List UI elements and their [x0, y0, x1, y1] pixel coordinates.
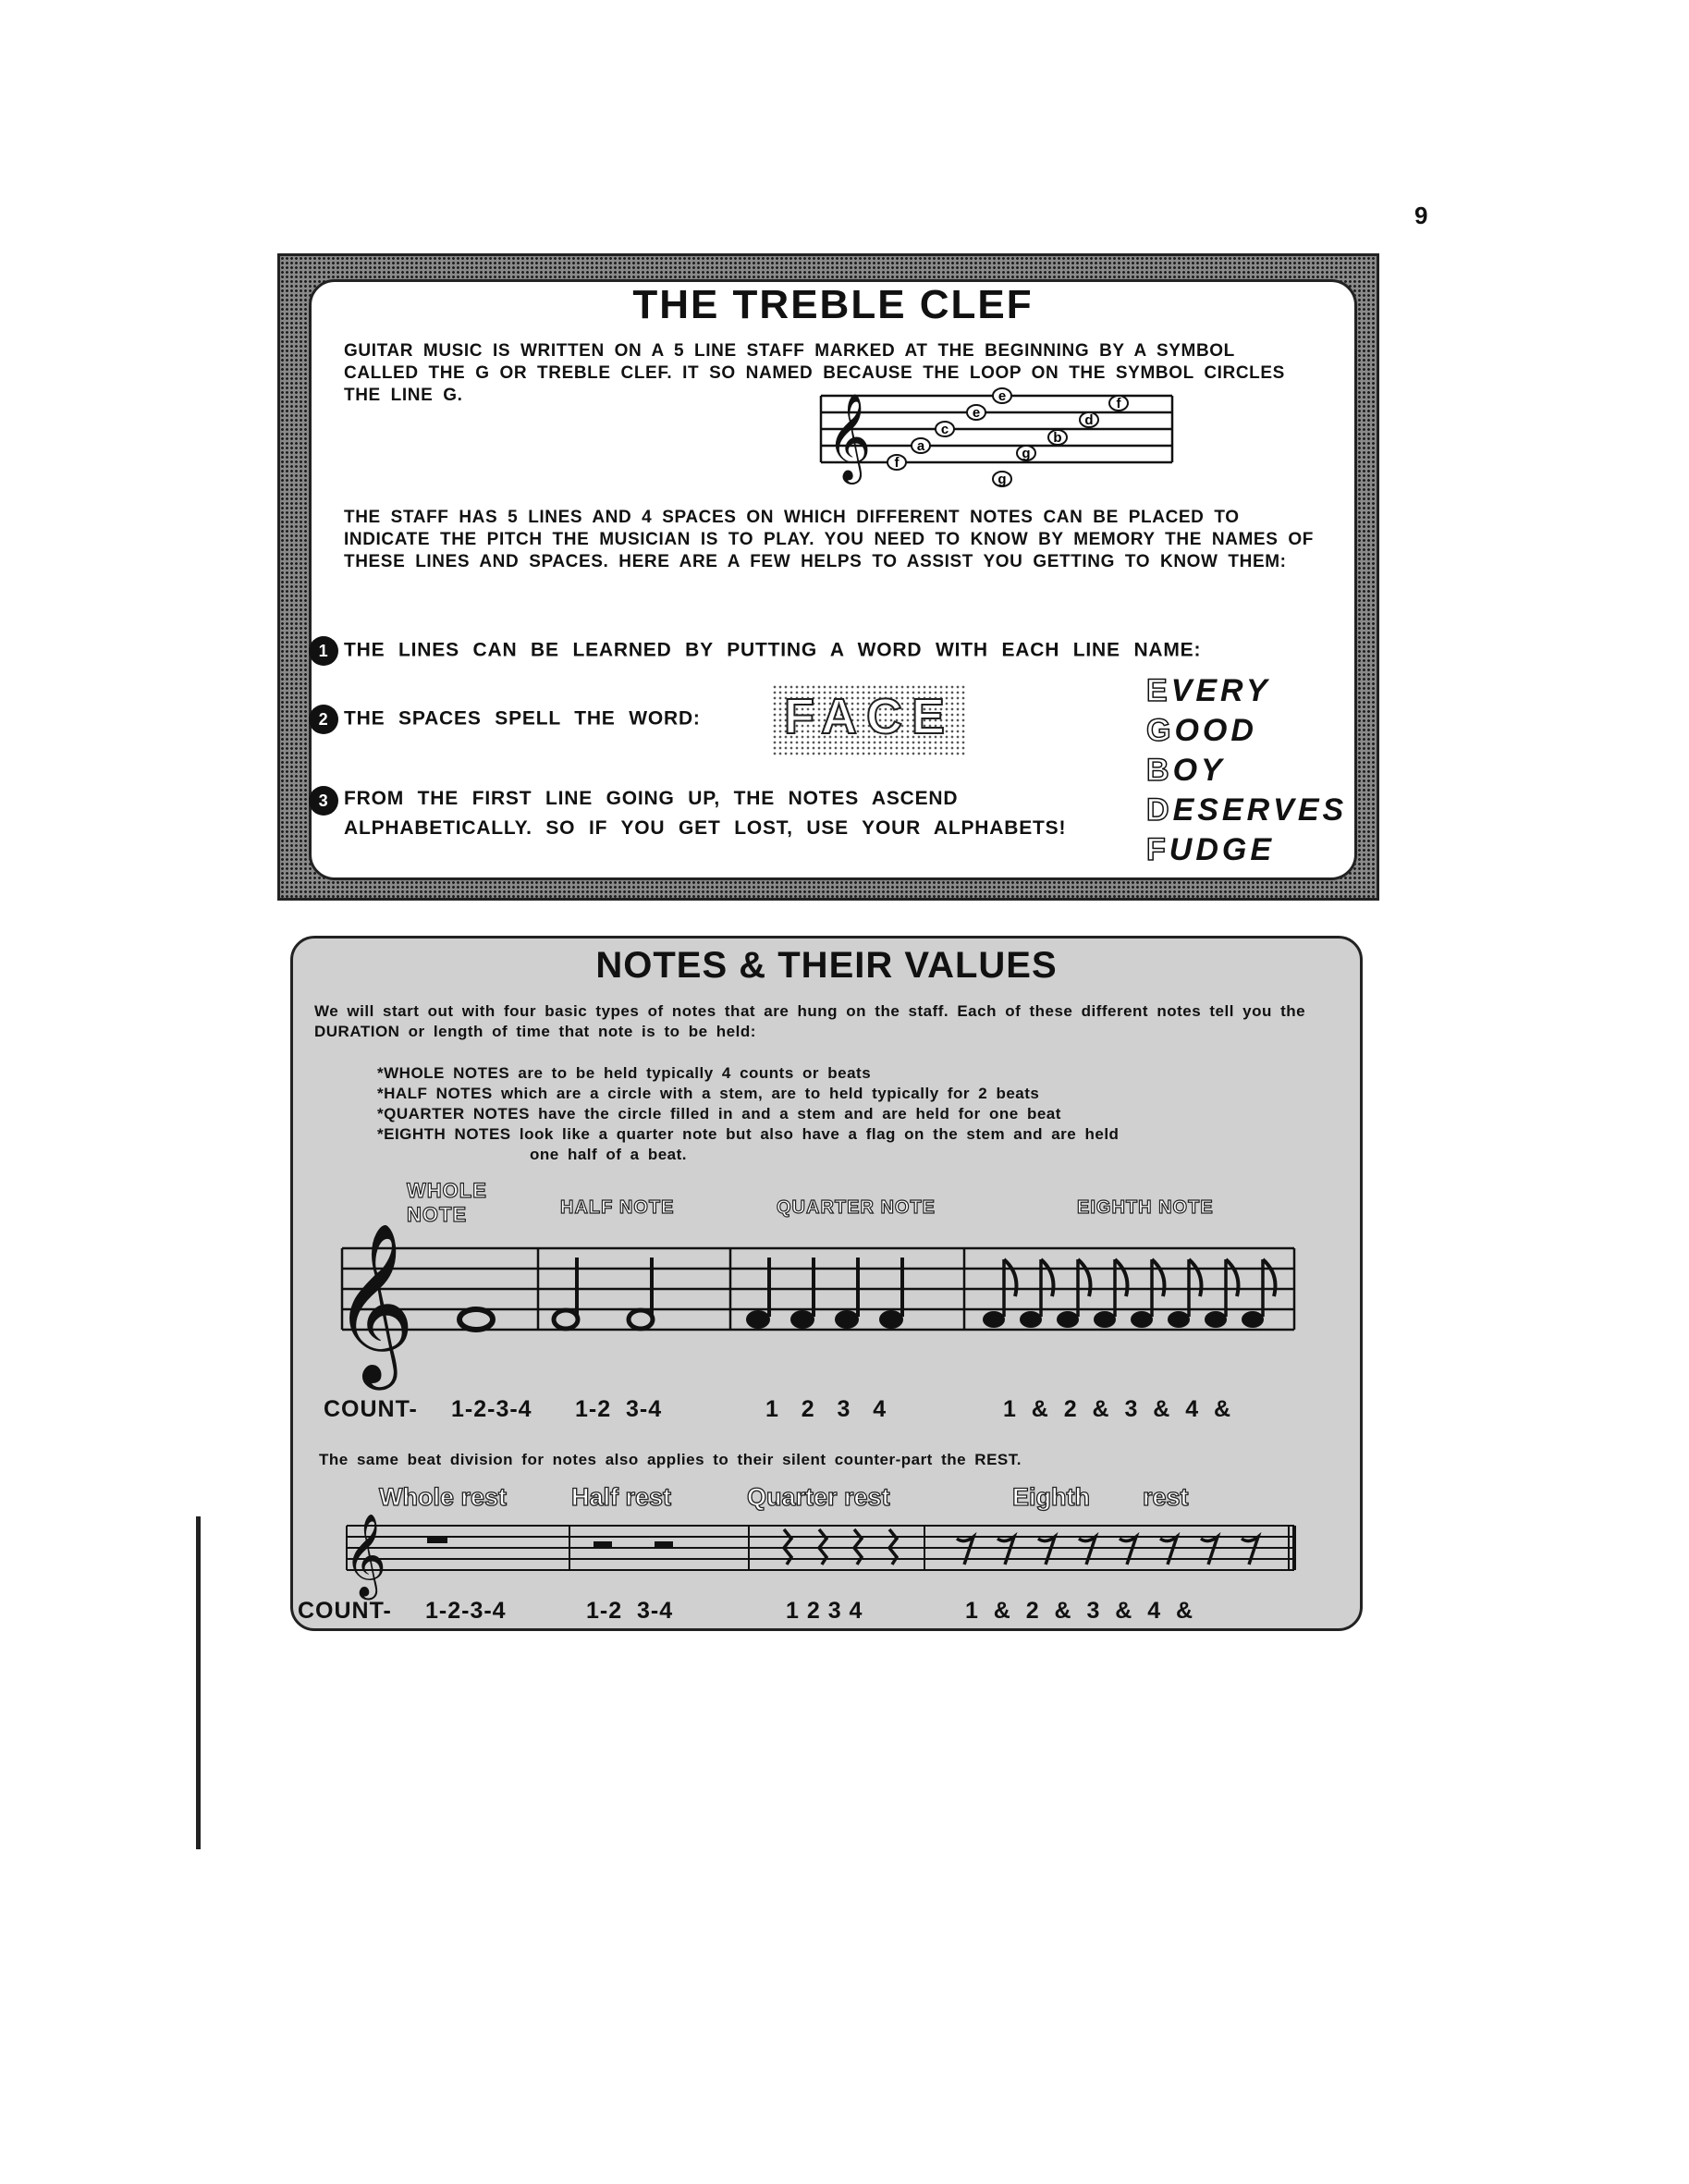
staff-letter-d: d	[1084, 412, 1094, 428]
treble-staff-diagram	[821, 386, 1181, 499]
rest-count-whole: 1-2-3-4	[425, 1598, 507, 1624]
help-text-3: FROM THE FIRST LINE GOING UP, THE NOTES ASCEND ALPHABETICALLY. SO IF YOU GET LOST, USE YOUR ALPHABETS!	[344, 788, 1067, 839]
label-quarter-note: QUARTER NOTE	[777, 1197, 936, 1218]
line-mnemonic	[1146, 671, 1347, 870]
help-item-3	[309, 784, 1141, 843]
label-eighth-rest-1: Eighth	[1012, 1483, 1090, 1511]
half-rest-2	[655, 1541, 673, 1548]
staff-letter-g-low: g	[997, 472, 1007, 487]
note-types-list	[377, 1063, 1302, 1165]
staff-letter-f-top: f	[1116, 396, 1121, 411]
whole-note	[459, 1309, 493, 1330]
help-item-1	[309, 636, 1201, 666]
whole-rest	[427, 1537, 447, 1543]
rest-count-half: 1-2 3-4	[586, 1598, 674, 1624]
eighth-rest-7	[1201, 1537, 1218, 1564]
bullet-eighth: *EIGHTH NOTES look like a quarter note but also have a flag on the stem and are held	[377, 1125, 1120, 1143]
bullet-whole: *WHOLE NOTES are to be held typically 4 counts or beats	[377, 1064, 872, 1082]
rest-count-quarter: 1 2 3 4	[786, 1598, 863, 1624]
rest-count-eighth: 1 & 2 & 3 & 4 &	[965, 1598, 1194, 1624]
note-count-half: 1-2 3-4	[575, 1396, 663, 1422]
bullet-eighth-cont: one half of a beat.	[530, 1146, 688, 1163]
help-number-3: 3	[309, 786, 338, 816]
label-half-rest: Half rest	[571, 1483, 672, 1511]
eighth-rest-5	[1120, 1537, 1136, 1564]
staff-description: THE STAFF HAS 5 LINES AND 4 SPACES ON WHICH DIFFERENT NOTES CAN BE PLACED TO INDICATE THE PITCH THE MUSICIAN IS TO PLAY. YOU NEED TO KNOW BY MEMORY THE NAMES OF THESE LINES AND SPACES. HERE ARE A FEW HELPS TO ASSIST YOU GETTING TO KNOW THEM:	[344, 508, 1314, 571]
staff-letter-e-top: e	[997, 388, 1007, 404]
rest-intro: The same beat division for notes also applies to their silent counter-part the REST.	[319, 1451, 1022, 1468]
small-treble-clef-icon: 𝄞	[826, 393, 872, 481]
help-number-1: 1	[309, 636, 338, 666]
label-eighth-note: EIGHTH NOTE	[1077, 1197, 1214, 1218]
eighth-rest-6	[1160, 1537, 1177, 1564]
note-count-eighth: 1 & 2 & 3 & 4 &	[1003, 1396, 1232, 1422]
mnemonic-good: GOOD	[1146, 713, 1257, 748]
help-text-2: THE SPACES SPELL THE WORD:	[344, 707, 701, 730]
treble-clef-intro: GUITAR MUSIC IS WRITTEN ON A 5 LINE STAFF MARKED AT THE BEGINNING BY A SYMBOL CALLED THE G OR TREBLE CLEF. IT SO NAMED BECAUSE THE LOOP ON THE SYMBOL CIRCLES THE LINE G.	[344, 341, 1285, 405]
staff-letter-g: g	[1022, 446, 1031, 461]
help-number-2: 2	[309, 705, 338, 734]
staff-letter-c: c	[940, 422, 949, 437]
label-eighth-rest-2: rest	[1143, 1483, 1189, 1511]
left-margin-rule	[196, 1516, 201, 1849]
eighth-rest-8	[1242, 1537, 1258, 1564]
face-word: FACE	[772, 684, 966, 756]
eighth-rest-4	[1079, 1537, 1095, 1564]
rest-values-staff	[342, 1516, 1303, 1600]
notes-values-intro: We will start out with four basic types of notes that are hung on the staff. Each of these different notes tell you the DURATION or length of time that note is to be held:	[314, 1002, 1306, 1040]
mnemonic-deserves: DESERVES	[1146, 792, 1348, 828]
label-whole-rest: Whole rest	[379, 1483, 508, 1511]
treble-clef-icon: 𝄞	[333, 1222, 415, 1383]
label-half-note: HALF NOTE	[560, 1197, 675, 1218]
notes-values-title: NOTES & THEIR VALUES	[595, 945, 1058, 986]
mnemonic-boy: BOY	[1146, 753, 1226, 788]
note-count-label: COUNT-	[324, 1396, 418, 1422]
note-count-quarter: 1 2 3 4	[765, 1396, 887, 1422]
rest-count-label: COUNT-	[298, 1598, 392, 1624]
staff-letter-f-low: f	[894, 455, 900, 471]
staff-letter-a: a	[916, 438, 925, 454]
staff-letter-notes	[887, 388, 1128, 487]
label-whole-note: WHOLE NOTE	[407, 1179, 487, 1226]
help-item-2	[309, 705, 701, 734]
eighth-rest-2	[997, 1537, 1014, 1564]
eighth-rest-3	[1038, 1537, 1055, 1564]
half-rest-1	[594, 1541, 612, 1548]
eighth-rest-1	[957, 1537, 973, 1564]
eighth-rests	[957, 1537, 1258, 1564]
note-values-staff	[333, 1221, 1303, 1396]
staff-letter-e-space: e	[972, 405, 981, 421]
bullet-quarter: *QUARTER NOTES have the circle filled in and a stem and are held for one beat	[377, 1105, 1061, 1123]
note-count-whole: 1-2-3-4	[451, 1396, 532, 1422]
mnemonic-fudge: FUDGE	[1146, 832, 1276, 867]
rest-treble-clef-icon: 𝄞	[344, 1514, 387, 1597]
bullet-half: *HALF NOTES which are a circle with a stem, are to held typically for 2 beats	[377, 1085, 1040, 1102]
page-number: 9	[1414, 202, 1428, 229]
help-text-1: THE LINES CAN BE LEARNED BY PUTTING A WORD WITH EACH LINE NAME:	[344, 639, 1202, 661]
mnemonic-every: EVERY	[1146, 673, 1271, 708]
label-quarter-rest: Quarter rest	[747, 1483, 890, 1511]
staff-letter-b: b	[1053, 430, 1062, 446]
treble-clef-title: THE TREBLE CLEF	[632, 282, 1034, 327]
